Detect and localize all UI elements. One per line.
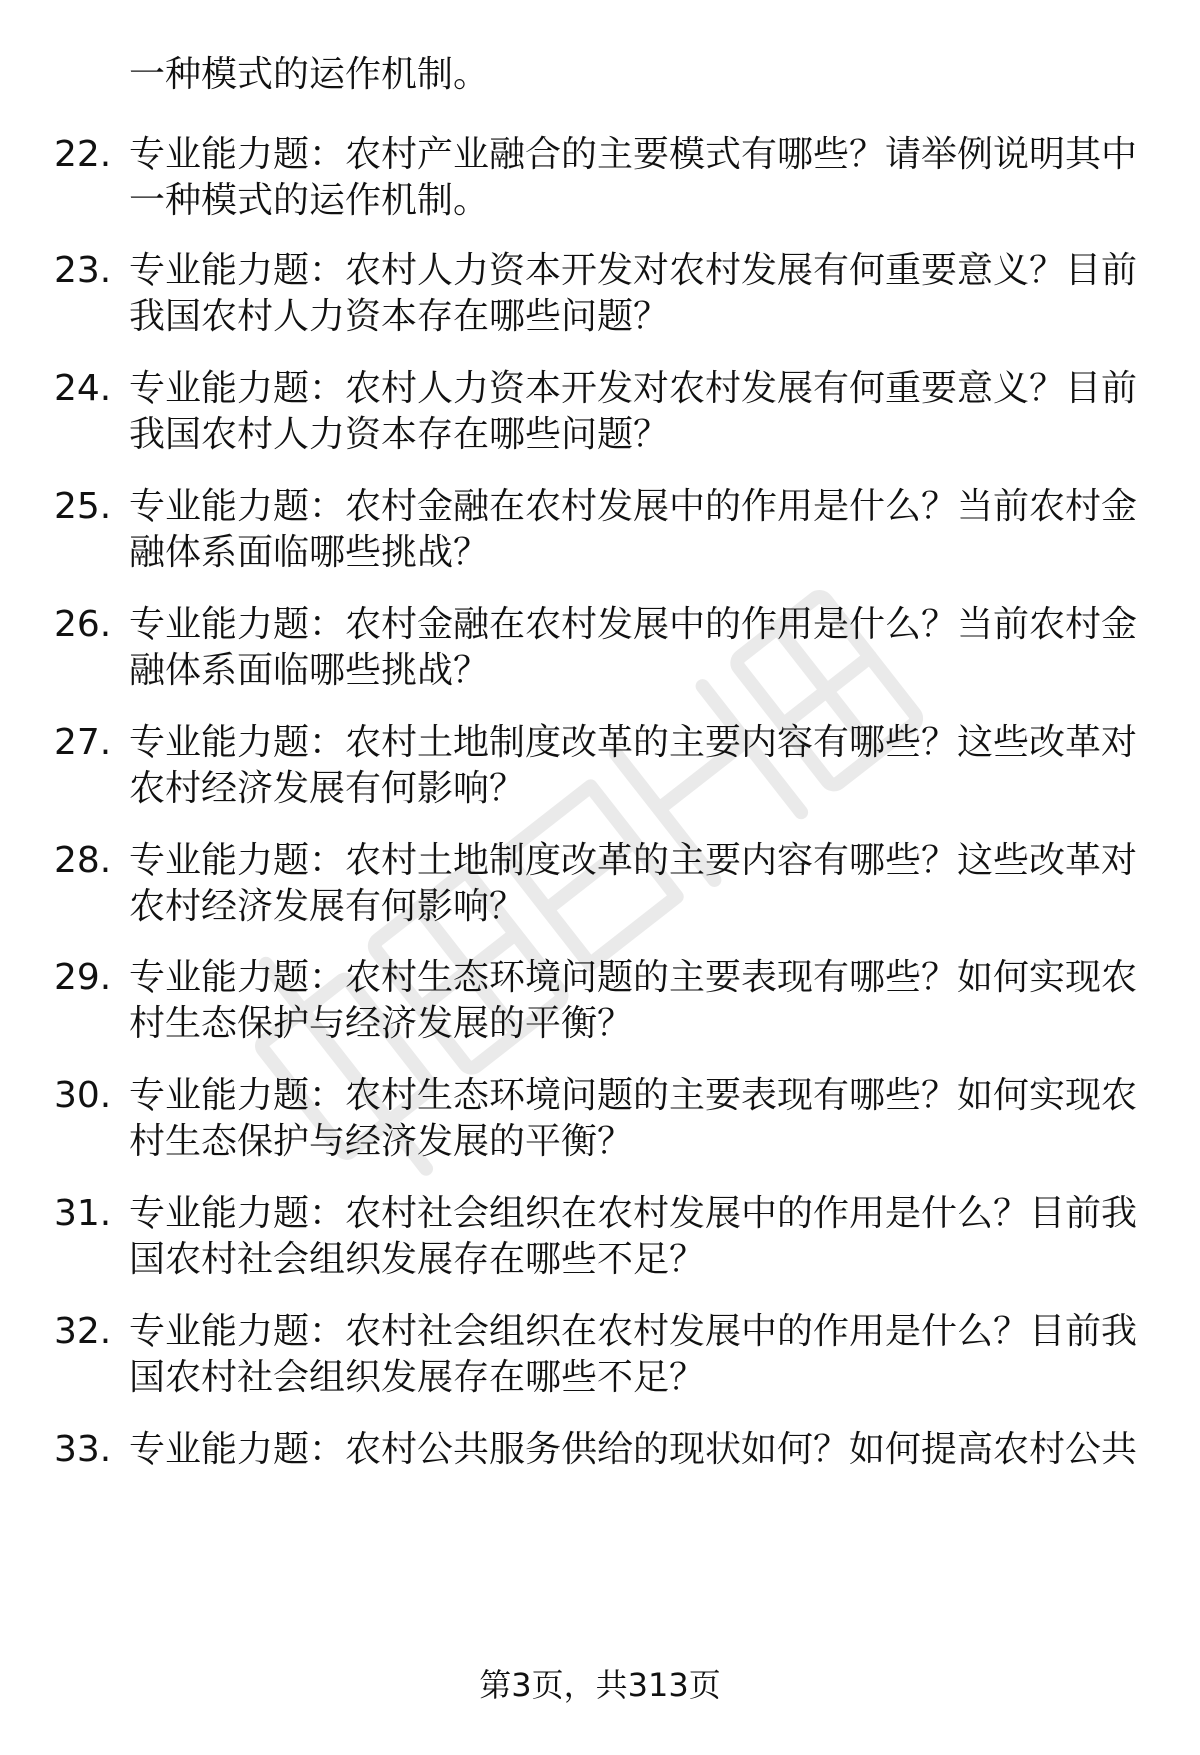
question-text: 专业能力题：农村社会组织在农村发展中的作用是什么？目前我	[129, 1193, 1138, 1234]
question-text: 村生态保护与经济发展的平衡？	[129, 1121, 634, 1162]
page-footer: 第3页，共313页	[479, 1666, 721, 1704]
question-number: 28.	[54, 840, 112, 881]
question-text: 我国农村人力资本存在哪些问题？	[129, 296, 670, 337]
question-number: 25.	[54, 486, 112, 527]
question-number: 27.	[54, 722, 112, 763]
question-text: 专业能力题：农村金融在农村发展中的作用是什么？当前农村金	[129, 604, 1138, 645]
question-number: 26.	[54, 604, 112, 645]
question-text: 一种模式的运作机制。	[129, 54, 490, 95]
question-number: 31.	[54, 1193, 112, 1234]
question-text: 农村经济发展有何影响？	[129, 768, 526, 809]
question-text: 村生态保护与经济发展的平衡？	[129, 1003, 634, 1044]
question-text: 国农村社会组织发展存在哪些不足？	[129, 1239, 706, 1280]
question-number: 30.	[54, 1075, 112, 1116]
question-text: 国农村社会组织发展存在哪些不足？	[129, 1357, 706, 1398]
question-text: 专业能力题：农村土地制度改革的主要内容有哪些？这些改革对	[129, 840, 1138, 881]
question-text: 专业能力题：农村产业融合的主要模式有哪些？请举例说明其中	[129, 134, 1138, 175]
question-text: 专业能力题：农村生态环境问题的主要表现有哪些？如何实现农	[129, 1075, 1138, 1116]
question-number: 32.	[54, 1311, 112, 1352]
question-text: 专业能力题：农村人力资本开发对农村发展有何重要意义？目前	[129, 250, 1138, 291]
question-number: 22.	[54, 134, 112, 175]
question-text: 专业能力题：农村人力资本开发对农村发展有何重要意义？目前	[129, 368, 1138, 409]
question-text: 融体系面临哪些挑战？	[129, 532, 490, 573]
question-number: 33.	[54, 1429, 112, 1470]
question-text: 融体系面临哪些挑战？	[129, 650, 490, 691]
question-number: 24.	[54, 368, 112, 409]
question-text: 专业能力题：农村公共服务供给的现状如何？如何提高农村公共	[129, 1429, 1138, 1470]
question-text: 专业能力题：农村金融在农村发展中的作用是什么？当前农村金	[129, 486, 1138, 527]
question-text: 专业能力题：农村土地制度改革的主要内容有哪些？这些改革对	[129, 722, 1138, 763]
question-text: 专业能力题：农村社会组织在农村发展中的作用是什么？目前我	[129, 1311, 1138, 1352]
question-text: 专业能力题：农村生态环境问题的主要表现有哪些？如何实现农	[129, 957, 1138, 998]
question-text: 农村经济发展有何影响？	[129, 886, 526, 927]
question-number: 23.	[54, 250, 112, 291]
question-text: 一种模式的运作机制。	[129, 180, 490, 221]
question-number: 29.	[54, 957, 112, 998]
question-text: 我国农村人力资本存在哪些问题？	[129, 414, 670, 455]
